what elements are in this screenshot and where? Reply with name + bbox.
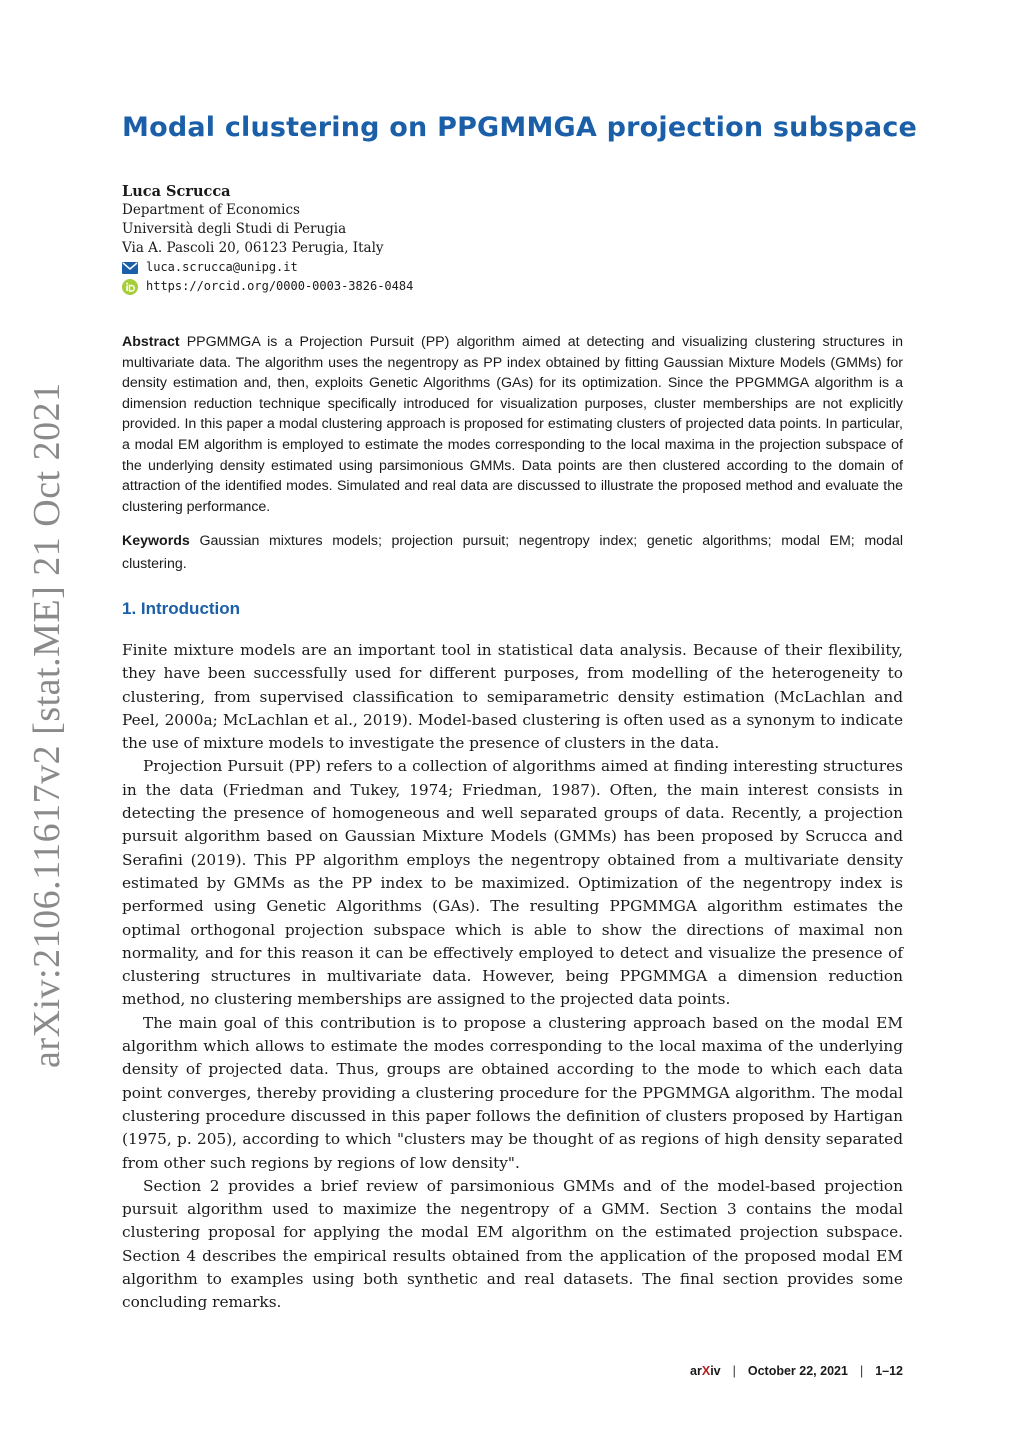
orcid-link[interactable]: https://orcid.org/0000-0003-3826-0484: [146, 279, 414, 293]
author-block: [122, 182, 413, 296]
keywords: [122, 530, 903, 576]
orcid-row: [122, 277, 413, 296]
section-body: [122, 639, 903, 1315]
abstract: [122, 332, 903, 517]
paper-title: Modal clustering on PPGMMGA projection subspace: [122, 112, 918, 143]
email-link[interactable]: luca.scrucca@unipg.it: [146, 260, 298, 274]
footer-separator: |: [732, 1364, 736, 1378]
arxiv-logo: arXiv: [690, 1364, 721, 1378]
footer-date: October 22, 2021: [747, 1364, 848, 1378]
body-paragraph: The main goal of this contribution is to propose a clustering approach based on the modal EM algorithm which allows to estimate the modes corresponding to the local maxima of the underlying density of projected data. Thus, groups are obtained according to the mode to which each data point converges, thereby providing a clustering procedure for the PPGMMGA algorithm. The modal clustering procedure discussed in this paper follows the definition of clusters proposed by Hartigan (1975, p. 205), according to which "clusters may be thought of as regions of high density separated from other such regions by regions of low density".: [122, 1013, 903, 1172]
affiliation-line: Department of Economics: [122, 202, 300, 218]
keywords-label: Keywords: [122, 533, 190, 549]
affiliation-line: Università degli Studi di Perugia: [122, 221, 347, 237]
body-paragraph: Section 2 provides a brief review of parsimonious GMMs and of the model-based projection pursuit algorithm used to maximize the negentropy of a GMM. Section 3 contains the modal clustering proposal for applying the modal EM algorithm on the estimated projection subspace. Section 4 describes the empirical results obtained from the application of the proposed modal EM algorithm to examples using both synthetic and real datasets. The final section provides some concluding remarks.: [122, 1176, 903, 1312]
section-heading: 1. Introduction: [122, 599, 241, 618]
arxiv-side-stamp: arXiv:2106.11617v2 [stat.ME] 21 Oct 2021: [26, 382, 68, 1068]
abstract-text: PPGMMGA is a Projection Pursuit (PP) algorithm aimed at detecting and visualizing clustering structures in multivariate data. The algorithm uses the negentropy as PP index obtained by fitting Gaussian Mixture Models (GMMs) for density estimation and, then, exploits Genetic Algorithms (GAs) for its optimization. Since the PPGMMGA algorithm is a dimension reduction technique specifically introduced for visualization purposes, cluster memberships are not explicitly provided. In this paper a modal clustering approach is proposed for estimating clusters of projected data points. In particular, a modal EM algorithm is employed to estimate the modes corresponding to the local maxima in the projection subspace of the underlying density estimated using parsimonious GMMs. Data points are then clustered according to the domain of attraction of the identified modes. Simulated and real data are discussed to illustrate the proposed method and evaluate the clustering performance.: [122, 334, 903, 515]
footer-pages: 1–12: [875, 1364, 903, 1378]
author-name: Luca Scrucca: [122, 183, 231, 200]
body-paragraph: Finite mixture models are an important tool in statistical data analysis. Because of their flexibility, they have been successfully used for different purposes, from modelling of the heterogeneity to clustering, from supervised classification to semiparametric density estimation (McLachlan and Peel, 2000a; McLachlan et al., 2019). Model-based clustering is often used as a synonym to indicate the use of mixture models to investigate the presence of clusters in the data.: [122, 641, 903, 753]
orcid-icon: [122, 279, 138, 295]
page-footer: [690, 1364, 903, 1378]
email-row: [122, 258, 413, 277]
body-paragraph: Projection Pursuit (PP) refers to a collection of algorithms aimed at finding interesting structures in the data (Friedman and Tukey, 1974; Friedman, 1987). Often, the main interest consists in detecting the presence of homogeneous and well separated groups of data. Recently, a projection pursuit algorithm based on Gaussian Mixture Models (GMMs) has been proposed by Scrucca and Serafini (2019). This PP algorithm employs the negentropy obtained from a multivariate density estimated by GMMs as the PP index to be maximized. Optimization of the negentropy index is performed using Genetic Algorithms (GAs). The resulting PPGMMGA algorithm estimates the optimal orthogonal projection subspace which is able to show the directions of maximal non normality, and for this reason it can be effectively employed to detect and visualize the presence of clustering structures in multivariate data. However, being PPGMMGA a dimension reduction method, no clustering memberships are assigned to the projected data points.: [122, 757, 903, 1009]
abstract-label: Abstract: [122, 334, 180, 350]
affiliation-line: Via A. Pascoli 20, 06123 Perugia, Italy: [122, 240, 384, 256]
envelope-icon: [122, 262, 138, 274]
keywords-text: Gaussian mixtures models; projection pursuit; negentropy index; genetic algorithms; modal EM; modal clustering.: [122, 533, 903, 572]
footer-separator: |: [859, 1364, 864, 1378]
